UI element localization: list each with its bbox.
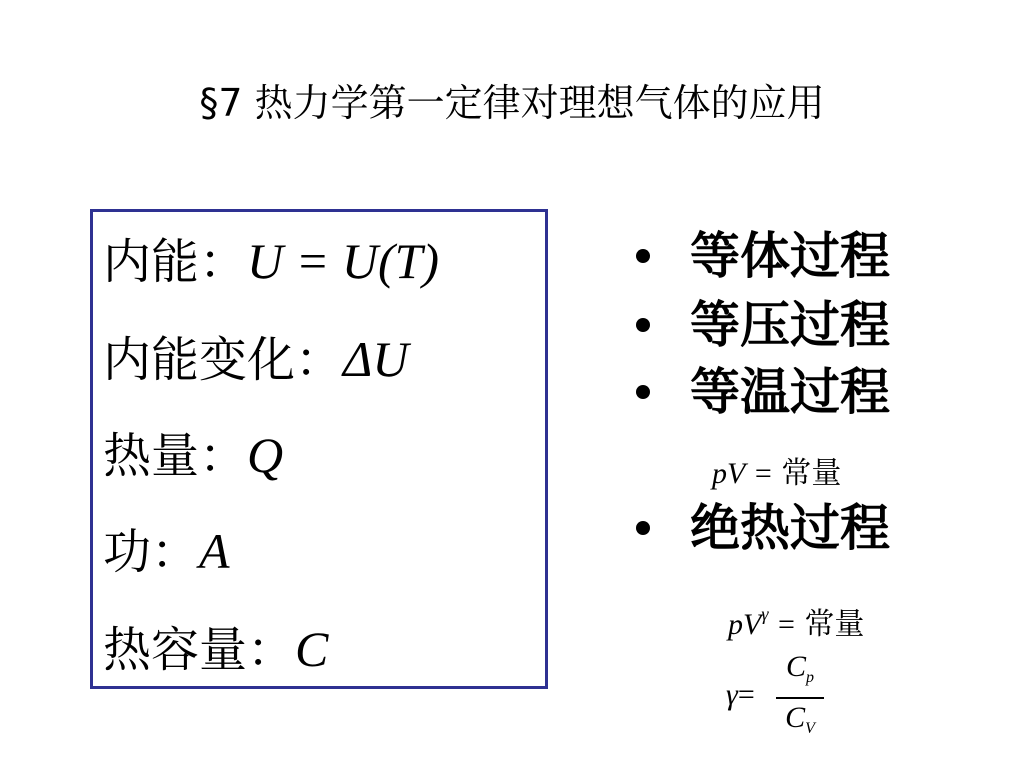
definitions-box: [90, 209, 548, 689]
process-label: 绝热过程: [690, 499, 890, 557]
definition-internal-energy-change: [103, 330, 408, 389]
gamma-fraction: [776, 650, 824, 746]
definition-internal-energy: [103, 232, 439, 291]
process-label: 等温过程: [690, 363, 890, 421]
process-isothermal: [636, 362, 890, 422]
definition-formula: ΔU: [343, 331, 409, 387]
definition-work: [103, 522, 230, 581]
definition-formula: U = U(T): [247, 233, 440, 289]
formula-rhs: 常量: [804, 607, 865, 642]
bullet-icon: [636, 318, 650, 332]
definition-label: 热容量：: [103, 622, 296, 678]
process-isobaric: [636, 295, 890, 355]
fraction-denominator: C: [785, 701, 806, 734]
formula-lhs: pV: [712, 457, 746, 490]
definition-label: 热量：: [103, 428, 248, 484]
adiabatic-formula: [728, 596, 864, 643]
process-isochoric: [636, 226, 890, 286]
numerator-subscript: p: [806, 669, 814, 686]
definition-formula: C: [295, 621, 329, 677]
formula-equals: =: [754, 457, 772, 490]
definition-heat-capacity: [103, 620, 328, 679]
fraction-numerator: C: [785, 650, 806, 683]
fraction-bar: [776, 697, 824, 699]
definition-label: 内能：: [103, 234, 248, 290]
definition-label: 功：: [103, 524, 200, 580]
bullet-icon: [636, 521, 650, 535]
bullet-icon: [636, 385, 650, 399]
formula-exponent: γ: [761, 604, 769, 624]
process-label: 等压过程: [690, 296, 890, 354]
isothermal-formula: [712, 456, 841, 492]
definition-formula: Q: [247, 427, 284, 483]
formula-rhs: 常量: [781, 456, 842, 491]
process-label: 等体过程: [690, 227, 890, 285]
formula-equals: =: [777, 608, 795, 641]
process-adiabatic: [636, 498, 890, 558]
slide-title: §7 热力学第一定律对理想气体的应用: [199, 81, 825, 125]
denominator-subscript: V: [805, 720, 815, 737]
definition-heat: [103, 426, 283, 485]
definition-formula: A: [199, 523, 230, 579]
definition-label: 内能变化：: [103, 332, 344, 388]
formula-lhs: pV: [728, 608, 762, 641]
formula-equals: =: [737, 678, 755, 711]
bullet-icon: [636, 249, 650, 263]
gamma-definition: [726, 677, 755, 713]
gamma-symbol: γ: [726, 678, 738, 711]
